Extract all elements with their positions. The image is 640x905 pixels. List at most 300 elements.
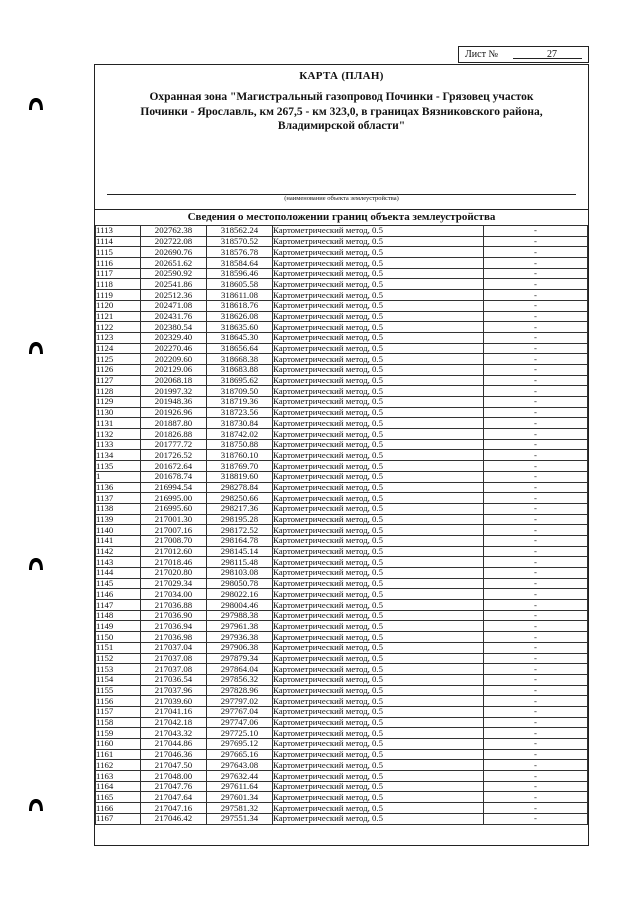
x-coordinate-cell: 202762.38 [141, 226, 207, 237]
section-title: Сведения о местоположении границ объекта землеустройства [187, 211, 496, 223]
y-coordinate-cell: 297665.16 [207, 749, 273, 760]
point-number-cell: 1145 [96, 578, 141, 589]
description-cell: - [484, 739, 588, 750]
x-coordinate-cell: 201672.64 [141, 461, 207, 472]
method-cell: Картометрический метод, 0.5 [273, 332, 484, 343]
object-name-line: Владимирской области" [277, 120, 406, 132]
method-cell: Картометрический метод, 0.5 [273, 461, 484, 472]
method-cell: Картометрический метод, 0.5 [273, 813, 484, 824]
method-cell: Картометрический метод, 0.5 [273, 471, 484, 482]
y-coordinate-cell: 318719.36 [207, 397, 273, 408]
method-cell: Картометрический метод, 0.5 [273, 535, 484, 546]
point-number-cell: 1 [96, 471, 141, 482]
x-coordinate-cell: 217037.96 [141, 685, 207, 696]
x-coordinate-cell: 217036.98 [141, 632, 207, 643]
table-row [96, 621, 588, 632]
table-row [96, 525, 588, 536]
method-cell: Картометрический метод, 0.5 [273, 397, 484, 408]
table-row [96, 375, 588, 386]
sheet-label: Лист № [465, 49, 498, 60]
point-number-cell: 1143 [96, 557, 141, 568]
method-cell: Картометрический метод, 0.5 [273, 803, 484, 814]
description-cell: - [484, 375, 588, 386]
table-row [96, 311, 588, 322]
x-coordinate-cell: 217044.86 [141, 739, 207, 750]
method-cell: Картометрический метод, 0.5 [273, 632, 484, 643]
point-number-cell: 1124 [96, 343, 141, 354]
description-cell: - [484, 568, 588, 579]
x-coordinate-cell: 217037.08 [141, 664, 207, 675]
x-coordinate-cell: 217046.42 [141, 813, 207, 824]
object-name-line: Охранная зона "Магистральный газопровод Починки - Грязовец участок [149, 91, 534, 103]
x-coordinate-cell: 217018.46 [141, 557, 207, 568]
table-row [96, 418, 588, 429]
y-coordinate-cell: 318730.84 [207, 418, 273, 429]
method-cell: Картометрический метод, 0.5 [273, 236, 484, 247]
y-coordinate-cell: 297551.34 [207, 813, 273, 824]
y-coordinate-cell: 298103.08 [207, 568, 273, 579]
coordinates-table-body [96, 226, 588, 825]
table-row [96, 471, 588, 482]
description-cell: - [484, 632, 588, 643]
method-cell: Картометрический метод, 0.5 [273, 589, 484, 600]
table-row [96, 674, 588, 685]
x-coordinate-cell: 201726.52 [141, 450, 207, 461]
x-coordinate-cell: 216995.60 [141, 503, 207, 514]
y-coordinate-cell: 297725.10 [207, 728, 273, 739]
table-row [96, 386, 588, 397]
y-coordinate-cell: 298164.78 [207, 535, 273, 546]
description-cell: - [484, 354, 588, 365]
y-coordinate-cell: 297797.02 [207, 696, 273, 707]
point-number-cell: 1167 [96, 813, 141, 824]
table-row [96, 332, 588, 343]
method-cell: Картометрический метод, 0.5 [273, 653, 484, 664]
point-number-cell: 1147 [96, 600, 141, 611]
method-cell: Картометрический метод, 0.5 [273, 429, 484, 440]
sheet-number: 27 [547, 49, 557, 60]
point-number-cell: 1116 [96, 258, 141, 269]
point-number-cell: 1158 [96, 717, 141, 728]
table-row [96, 557, 588, 568]
description-cell: - [484, 407, 588, 418]
table-row [96, 247, 588, 258]
y-coordinate-cell: 297695.12 [207, 739, 273, 750]
table-row [96, 268, 588, 279]
table-row [96, 728, 588, 739]
table-row [96, 813, 588, 824]
description-cell: - [484, 792, 588, 803]
x-coordinate-cell: 217036.88 [141, 600, 207, 611]
y-coordinate-cell: 318723.56 [207, 407, 273, 418]
point-number-cell: 1160 [96, 739, 141, 750]
y-coordinate-cell: 297906.38 [207, 642, 273, 653]
x-coordinate-cell: 217047.76 [141, 781, 207, 792]
method-cell: Картометрический метод, 0.5 [273, 781, 484, 792]
point-number-cell: 1139 [96, 514, 141, 525]
method-cell: Картометрический метод, 0.5 [273, 514, 484, 525]
table-row [96, 343, 588, 354]
y-coordinate-cell: 297632.44 [207, 771, 273, 782]
x-coordinate-cell: 201777.72 [141, 439, 207, 450]
y-coordinate-cell: 318596.46 [207, 268, 273, 279]
method-cell: Картометрический метод, 0.5 [273, 311, 484, 322]
method-cell: Картометрический метод, 0.5 [273, 375, 484, 386]
y-coordinate-cell: 318618.76 [207, 300, 273, 311]
method-cell: Картометрический метод, 0.5 [273, 739, 484, 750]
y-coordinate-cell: 297879.34 [207, 653, 273, 664]
table-row [96, 482, 588, 493]
map-title: КАРТА (ПЛАН) [299, 70, 384, 82]
x-coordinate-cell: 202590.92 [141, 268, 207, 279]
x-coordinate-cell: 217036.94 [141, 621, 207, 632]
method-cell: Картометрический метод, 0.5 [273, 503, 484, 514]
method-cell: Картометрический метод, 0.5 [273, 674, 484, 685]
point-number-cell: 1118 [96, 279, 141, 290]
x-coordinate-cell: 201678.74 [141, 471, 207, 482]
method-cell: Картометрический метод, 0.5 [273, 621, 484, 632]
object-name [101, 90, 582, 134]
description-cell: - [484, 322, 588, 333]
table-row [96, 461, 588, 472]
y-coordinate-cell: 298022.16 [207, 589, 273, 600]
point-number-cell: 1142 [96, 546, 141, 557]
point-number-cell: 1164 [96, 781, 141, 792]
y-coordinate-cell: 318695.62 [207, 375, 273, 386]
table-row [96, 685, 588, 696]
point-number-cell: 1155 [96, 685, 141, 696]
description-cell: - [484, 664, 588, 675]
table-row [96, 589, 588, 600]
table-row [96, 632, 588, 643]
point-number-cell: 1165 [96, 792, 141, 803]
point-number-cell: 1148 [96, 610, 141, 621]
description-cell: - [484, 258, 588, 269]
x-coordinate-cell: 201887.80 [141, 418, 207, 429]
y-coordinate-cell: 297864.04 [207, 664, 273, 675]
description-cell: - [484, 450, 588, 461]
table-row [96, 578, 588, 589]
point-number-cell: 1157 [96, 706, 141, 717]
description-cell: - [484, 674, 588, 685]
description-cell: - [484, 364, 588, 375]
punch-hole-mark-icon [28, 97, 44, 111]
document-frame [94, 64, 589, 846]
object-name-line: Починки - Ярославль, км 267,5 - км 323,0, в границах Вязниковского района, [140, 105, 543, 118]
x-coordinate-cell: 217036.54 [141, 674, 207, 685]
description-cell: - [484, 493, 588, 504]
table-row [96, 279, 588, 290]
table-row [96, 653, 588, 664]
y-coordinate-cell: 318570.52 [207, 236, 273, 247]
point-number-cell: 1138 [96, 503, 141, 514]
table-row [96, 781, 588, 792]
point-number-cell: 1113 [96, 226, 141, 237]
method-cell: Картометрический метод, 0.5 [273, 354, 484, 365]
y-coordinate-cell: 318605.58 [207, 279, 273, 290]
method-cell: Картометрический метод, 0.5 [273, 364, 484, 375]
punch-hole-mark-icon [28, 798, 44, 812]
point-number-cell: 1151 [96, 642, 141, 653]
punch-hole-mark-icon [28, 557, 44, 571]
table-row [96, 290, 588, 301]
point-number-cell: 1133 [96, 439, 141, 450]
point-number-cell: 1161 [96, 749, 141, 760]
y-coordinate-cell: 318562.24 [207, 226, 273, 237]
table-row [96, 354, 588, 365]
point-number-cell: 1134 [96, 450, 141, 461]
description-cell: - [484, 482, 588, 493]
x-coordinate-cell: 201926.96 [141, 407, 207, 418]
x-coordinate-cell: 202541.86 [141, 279, 207, 290]
method-cell: Картометрический метод, 0.5 [273, 268, 484, 279]
point-number-cell: 1163 [96, 771, 141, 782]
method-cell: Картометрический метод, 0.5 [273, 386, 484, 397]
point-number-cell: 1122 [96, 322, 141, 333]
y-coordinate-cell: 318742.02 [207, 429, 273, 440]
point-number-cell: 1156 [96, 696, 141, 707]
x-coordinate-cell: 202209.60 [141, 354, 207, 365]
y-coordinate-cell: 318626.08 [207, 311, 273, 322]
x-coordinate-cell: 202512.36 [141, 290, 207, 301]
x-coordinate-cell: 217047.16 [141, 803, 207, 814]
x-coordinate-cell: 217020.80 [141, 568, 207, 579]
table-row [96, 706, 588, 717]
y-coordinate-cell: 318769.70 [207, 461, 273, 472]
method-cell: Картометрический метод, 0.5 [273, 493, 484, 504]
method-cell: Картометрический метод, 0.5 [273, 546, 484, 557]
y-coordinate-cell: 297581.32 [207, 803, 273, 814]
description-cell: - [484, 717, 588, 728]
description-cell: - [484, 728, 588, 739]
table-row [96, 429, 588, 440]
description-cell: - [484, 300, 588, 311]
description-cell: - [484, 749, 588, 760]
description-cell: - [484, 771, 588, 782]
method-cell: Картометрический метод, 0.5 [273, 439, 484, 450]
description-cell: - [484, 760, 588, 771]
table-row [96, 771, 588, 782]
description-cell: - [484, 589, 588, 600]
point-number-cell: 1117 [96, 268, 141, 279]
point-number-cell: 1136 [96, 482, 141, 493]
y-coordinate-cell: 318683.88 [207, 364, 273, 375]
method-cell: Картометрический метод, 0.5 [273, 279, 484, 290]
point-number-cell: 1144 [96, 568, 141, 579]
x-coordinate-cell: 202380.54 [141, 322, 207, 333]
method-cell: Картометрический метод, 0.5 [273, 226, 484, 237]
point-number-cell: 1129 [96, 397, 141, 408]
description-cell: - [484, 418, 588, 429]
table-row [96, 535, 588, 546]
x-coordinate-cell: 217008.70 [141, 535, 207, 546]
point-number-cell: 1127 [96, 375, 141, 386]
point-number-cell: 1162 [96, 760, 141, 771]
table-row [96, 258, 588, 269]
table-row [96, 642, 588, 653]
description-cell: - [484, 781, 588, 792]
description-cell: - [484, 685, 588, 696]
description-cell: - [484, 290, 588, 301]
description-cell: - [484, 653, 588, 664]
table-row [96, 322, 588, 333]
y-coordinate-cell: 318576.78 [207, 247, 273, 258]
method-cell: Картометрический метод, 0.5 [273, 578, 484, 589]
description-cell: - [484, 386, 588, 397]
table-row [96, 236, 588, 247]
description-cell: - [484, 226, 588, 237]
table-row [96, 493, 588, 504]
method-cell: Картометрический метод, 0.5 [273, 685, 484, 696]
y-coordinate-cell: 298195.28 [207, 514, 273, 525]
y-coordinate-cell: 318750.88 [207, 439, 273, 450]
x-coordinate-cell: 217037.08 [141, 653, 207, 664]
x-coordinate-cell: 217041.16 [141, 706, 207, 717]
y-coordinate-cell: 297828.96 [207, 685, 273, 696]
x-coordinate-cell: 217037.04 [141, 642, 207, 653]
point-number-cell: 1121 [96, 311, 141, 322]
method-cell: Картометрический метод, 0.5 [273, 610, 484, 621]
method-cell: Картометрический метод, 0.5 [273, 343, 484, 354]
method-cell: Картометрический метод, 0.5 [273, 642, 484, 653]
table-row [96, 450, 588, 461]
table-row [96, 407, 588, 418]
x-coordinate-cell: 217039.60 [141, 696, 207, 707]
x-coordinate-cell: 217034.00 [141, 589, 207, 600]
x-coordinate-cell: 216994.54 [141, 482, 207, 493]
point-number-cell: 1146 [96, 589, 141, 600]
description-cell: - [484, 803, 588, 814]
x-coordinate-cell: 216995.00 [141, 493, 207, 504]
y-coordinate-cell: 318584.64 [207, 258, 273, 269]
point-number-cell: 1166 [96, 803, 141, 814]
method-cell: Картометрический метод, 0.5 [273, 792, 484, 803]
method-cell: Картометрический метод, 0.5 [273, 557, 484, 568]
description-cell: - [484, 247, 588, 258]
table-row [96, 792, 588, 803]
object-caption: (наименование объекта землеустройства) [284, 195, 399, 202]
description-cell: - [484, 236, 588, 247]
y-coordinate-cell: 298145.14 [207, 546, 273, 557]
y-coordinate-cell: 297643.08 [207, 760, 273, 771]
description-cell: - [484, 503, 588, 514]
x-coordinate-cell: 201948.36 [141, 397, 207, 408]
x-coordinate-cell: 201826.88 [141, 429, 207, 440]
y-coordinate-cell: 297856.32 [207, 674, 273, 685]
method-cell: Картометрический метод, 0.5 [273, 706, 484, 717]
description-cell: - [484, 621, 588, 632]
y-coordinate-cell: 298004.46 [207, 600, 273, 611]
point-number-cell: 1149 [96, 621, 141, 632]
table-row [96, 300, 588, 311]
point-number-cell: 1154 [96, 674, 141, 685]
x-coordinate-cell: 202068.18 [141, 375, 207, 386]
x-coordinate-cell: 202651.62 [141, 258, 207, 269]
y-coordinate-cell: 318645.30 [207, 332, 273, 343]
description-cell: - [484, 439, 588, 450]
sheet-number-box [458, 46, 589, 63]
point-number-cell: 1128 [96, 386, 141, 397]
table-row [96, 696, 588, 707]
x-coordinate-cell: 202471.08 [141, 300, 207, 311]
y-coordinate-cell: 297961.38 [207, 621, 273, 632]
section-divider [95, 209, 588, 210]
x-coordinate-cell: 217042.18 [141, 717, 207, 728]
description-cell: - [484, 610, 588, 621]
point-number-cell: 1123 [96, 332, 141, 343]
description-cell: - [484, 343, 588, 354]
x-coordinate-cell: 202431.76 [141, 311, 207, 322]
y-coordinate-cell: 298278.84 [207, 482, 273, 493]
x-coordinate-cell: 217029.34 [141, 578, 207, 589]
method-cell: Картометрический метод, 0.5 [273, 749, 484, 760]
method-cell: Картометрический метод, 0.5 [273, 771, 484, 782]
x-coordinate-cell: 202129.06 [141, 364, 207, 375]
y-coordinate-cell: 297767.04 [207, 706, 273, 717]
description-cell: - [484, 268, 588, 279]
point-number-cell: 1141 [96, 535, 141, 546]
table-row [96, 610, 588, 621]
point-number-cell: 1115 [96, 247, 141, 258]
point-number-cell: 1126 [96, 364, 141, 375]
y-coordinate-cell: 297936.38 [207, 632, 273, 643]
x-coordinate-cell: 217046.36 [141, 749, 207, 760]
x-coordinate-cell: 217012.60 [141, 546, 207, 557]
description-cell: - [484, 546, 588, 557]
punch-hole-mark-icon [28, 341, 44, 355]
method-cell: Картометрический метод, 0.5 [273, 696, 484, 707]
y-coordinate-cell: 297988.38 [207, 610, 273, 621]
table-row [96, 760, 588, 771]
y-coordinate-cell: 318709.50 [207, 386, 273, 397]
method-cell: Картометрический метод, 0.5 [273, 525, 484, 536]
y-coordinate-cell: 298050.78 [207, 578, 273, 589]
description-cell: - [484, 525, 588, 536]
description-cell: - [484, 813, 588, 824]
table-row [96, 717, 588, 728]
table-row [96, 226, 588, 237]
point-number-cell: 1159 [96, 728, 141, 739]
table-row [96, 739, 588, 750]
y-coordinate-cell: 318635.60 [207, 322, 273, 333]
table-row [96, 749, 588, 760]
description-cell: - [484, 471, 588, 482]
point-number-cell: 1132 [96, 429, 141, 440]
method-cell: Картометрический метод, 0.5 [273, 664, 484, 675]
method-cell: Картометрический метод, 0.5 [273, 290, 484, 301]
point-number-cell: 1131 [96, 418, 141, 429]
description-cell: - [484, 397, 588, 408]
x-coordinate-cell: 202329.40 [141, 332, 207, 343]
table-row [96, 600, 588, 611]
point-number-cell: 1137 [96, 493, 141, 504]
y-coordinate-cell: 318611.08 [207, 290, 273, 301]
method-cell: Картометрический метод, 0.5 [273, 450, 484, 461]
x-coordinate-cell: 202722.08 [141, 236, 207, 247]
method-cell: Картометрический метод, 0.5 [273, 568, 484, 579]
x-coordinate-cell: 202270.46 [141, 343, 207, 354]
description-cell: - [484, 706, 588, 717]
point-number-cell: 1152 [96, 653, 141, 664]
y-coordinate-cell: 318668.38 [207, 354, 273, 365]
y-coordinate-cell: 298115.48 [207, 557, 273, 568]
point-number-cell: 1150 [96, 632, 141, 643]
table-row [96, 397, 588, 408]
table-row [96, 364, 588, 375]
y-coordinate-cell: 298250.66 [207, 493, 273, 504]
description-cell: - [484, 535, 588, 546]
x-coordinate-cell: 217007.16 [141, 525, 207, 536]
